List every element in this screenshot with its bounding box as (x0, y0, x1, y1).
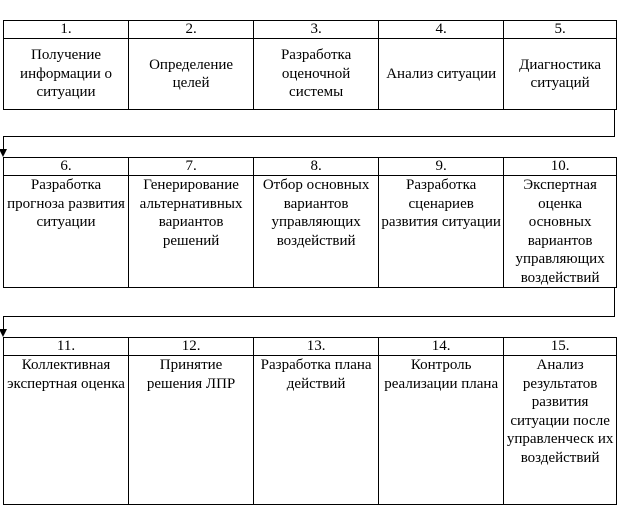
step-10-text: Экспертная оценка основных вариантов управляющих воздействий (504, 176, 617, 288)
step-7-text: Генерирование альтернативных вариантов решений (129, 176, 254, 288)
stage-row-1 (3, 20, 617, 110)
step-7-number: 7. (129, 158, 254, 176)
step-12-number: 12. (129, 338, 254, 356)
arrowhead-down-icon (0, 149, 7, 157)
step-1-number: 1. (4, 21, 129, 39)
step-14-text: Контроль реализации плана (379, 356, 504, 505)
step-6-text: Разработка прогноза развития ситуации (4, 176, 129, 288)
step-1-text: Получение информации о ситуации (4, 39, 129, 110)
step-13-number: 13. (254, 338, 379, 356)
step-9-text: Разработка сценариев развития ситуации (379, 176, 504, 288)
step-5-text: Диагностика ситуаций (504, 39, 617, 110)
connector-2-left-drop (3, 316, 4, 330)
step-11-number: 11. (4, 338, 129, 356)
step-9-number: 9. (379, 158, 504, 176)
connector-1-horizontal (3, 136, 615, 137)
step-13-text: Разработка плана действий (254, 356, 379, 505)
step-5-number: 5. (504, 21, 617, 39)
step-4-text: Анализ ситуации (379, 39, 504, 110)
step-8-text: Отбор основных вариантов управляющих воздействий (254, 176, 379, 288)
step-10-number: 10. (504, 158, 617, 176)
step-14-number: 14. (379, 338, 504, 356)
connector-2-horizontal (3, 316, 615, 317)
arrowhead-down-icon (0, 329, 7, 337)
step-4-number: 4. (379, 21, 504, 39)
connector-1-right-drop (614, 110, 615, 137)
step-15-number: 15. (504, 338, 617, 356)
step-6-number: 6. (4, 158, 129, 176)
step-8-number: 8. (254, 158, 379, 176)
stage-row-3 (3, 337, 617, 505)
step-3-text: Разработка оценочной системы (254, 39, 379, 110)
connector-1-left-drop (3, 136, 4, 150)
step-2-text: Определение целей (129, 39, 254, 110)
step-15-text: Анализ результатов развития ситуации после управленческ их воздействий (504, 356, 617, 505)
step-11-text: Коллективная экспертная оценка (4, 356, 129, 505)
step-2-number: 2. (129, 21, 254, 39)
stage-row-2 (3, 157, 617, 288)
connector-2-right-drop (614, 287, 615, 317)
step-12-text: Принятие решения ЛПР (129, 356, 254, 505)
step-3-number: 3. (254, 21, 379, 39)
